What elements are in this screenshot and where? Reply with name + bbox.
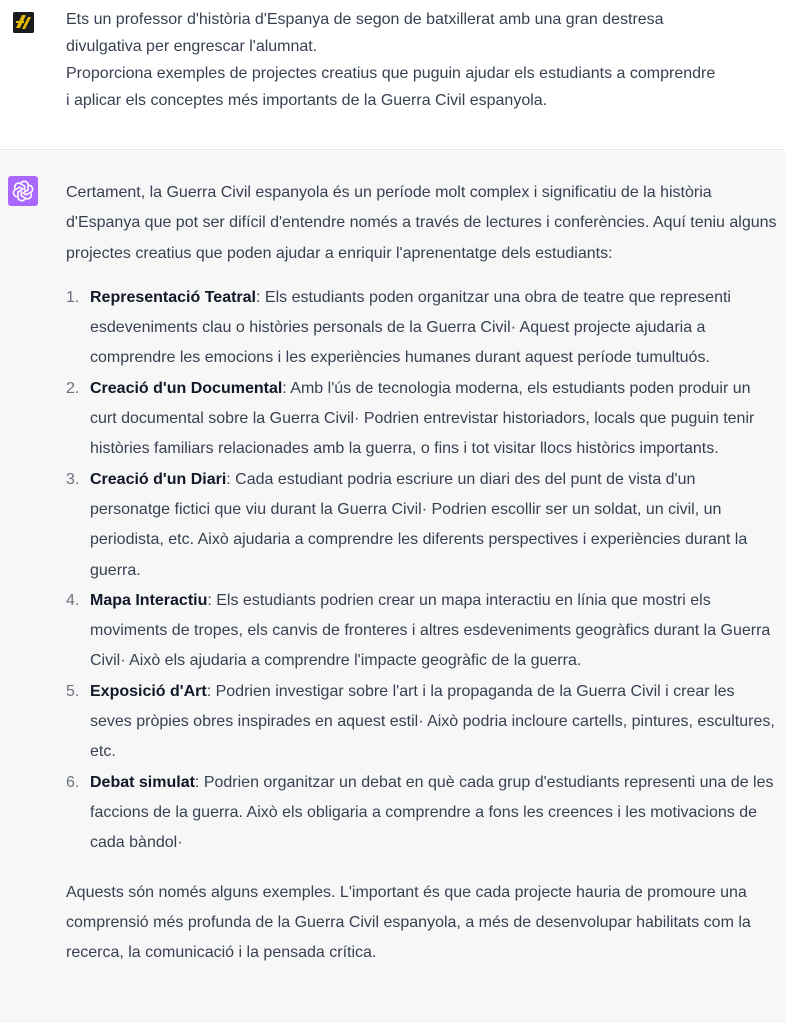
project-title: Creació d'un Documental xyxy=(90,379,283,397)
project-text: : Podrien investigar sobre l'art i la propaganda de la Guerra Civil i crear les seves pròpies obres inspirades en aquest estil· Això podria incloure cartells, pintures, escultures, etc. xyxy=(90,682,775,761)
user-message xyxy=(0,0,785,150)
list-item xyxy=(66,586,778,677)
user-line: divulgativa per engrescar l'alumnat. xyxy=(66,38,318,55)
project-title: Representació Teatral xyxy=(90,288,256,306)
project-text: : Els estudiants podrien crear un mapa interactiu en línia que mostri els moviments de tropes, els canvis de fronteres i altres esdeveniments geogràfics durant la Guerra Civil· Això els ajudaria a comprendre l'impacte geogràfic de la guerra. xyxy=(90,591,771,670)
projects-list xyxy=(66,283,778,859)
list-item xyxy=(66,677,778,768)
list-number: 3. xyxy=(66,470,80,488)
intro-paragraph: Certament, la Guerra Civil espanyola és un període molt complex i significatiu de la història d'Espanya que pot ser difícil d'entendre només a través de lectures i conferències. Aquí teniu alguns projectes creatius que poden ajudar a enriquir l'aprenentatge dels estudiants: xyxy=(66,184,777,262)
project-title: Exposició d'Art xyxy=(90,682,207,700)
user-message-text xyxy=(66,6,776,114)
openai-logo-icon xyxy=(8,176,38,206)
project-title: Creació d'un Diari xyxy=(90,470,227,488)
project-title: Mapa Interactiu xyxy=(90,591,208,609)
list-number: 1. xyxy=(66,288,80,306)
list-number: 6. xyxy=(66,773,80,791)
project-title: Debat simulat xyxy=(90,773,195,791)
project-text: : Els estudiants poden organitzar una obra de teatre que representi esdeveniments clau o històries personals de la Guerra Civil· Aquest projecte ajudaria a comprendre les emocions i les experiències humanes durant aquest període tumultuós. xyxy=(90,288,731,367)
user-line: Ets un professor d'història d'Espanya de segon de batxillerat amb una gran destresa xyxy=(66,11,664,28)
list-item xyxy=(66,374,778,465)
project-text: : Podrien organitzar un debat en què cada grup d'estudiants representi una de les faccions de la guerra. Això els obligaria a comprendre a fons les creences i les motivacions de cada bàndol· xyxy=(90,773,774,852)
project-text: : Amb l'ús de tecnologia moderna, els estudiants poden produir un curt documental sobre la Guerra Civil· Podrien entrevistar historiadors, locals que puguin tenir històries familiars relacionades amb la guerra, o fins i tot visitar llocs històrics importants. xyxy=(90,379,755,458)
assistant-message xyxy=(0,151,785,1023)
user-line: Proporciona exemples de projectes creatius que puguin ajudar els estudiants a comprendre xyxy=(66,65,716,82)
list-number: 5. xyxy=(66,682,80,700)
user-avatar-icon xyxy=(13,12,34,33)
list-item xyxy=(66,283,778,374)
assistant-message-text xyxy=(66,178,778,968)
list-item xyxy=(66,465,778,586)
list-item xyxy=(66,768,778,859)
project-text: : Cada estudiant podria escriure un diari des del punt de vista d'un personatge fictici que viu durant la Guerra Civil· Podrien escollir ser un soldat, un civil, un periodista, etc. Això ajudaria a comprendre les diferents perspectives i experiències durant la guerra. xyxy=(90,470,748,579)
user-line: i aplicar els conceptes més importants de la Guerra Civil espanyola. xyxy=(66,92,548,109)
list-number: 4. xyxy=(66,591,80,609)
list-number: 2. xyxy=(66,379,80,397)
conclusion-paragraph: Aquests són només alguns exemples. L'important és que cada projecte hauria de promoure una comprensió més profunda de la Guerra Civil espanyola, a més de desenvolupar habilitats com la recerca, la comunicació i la pensada crítica. xyxy=(66,883,751,962)
